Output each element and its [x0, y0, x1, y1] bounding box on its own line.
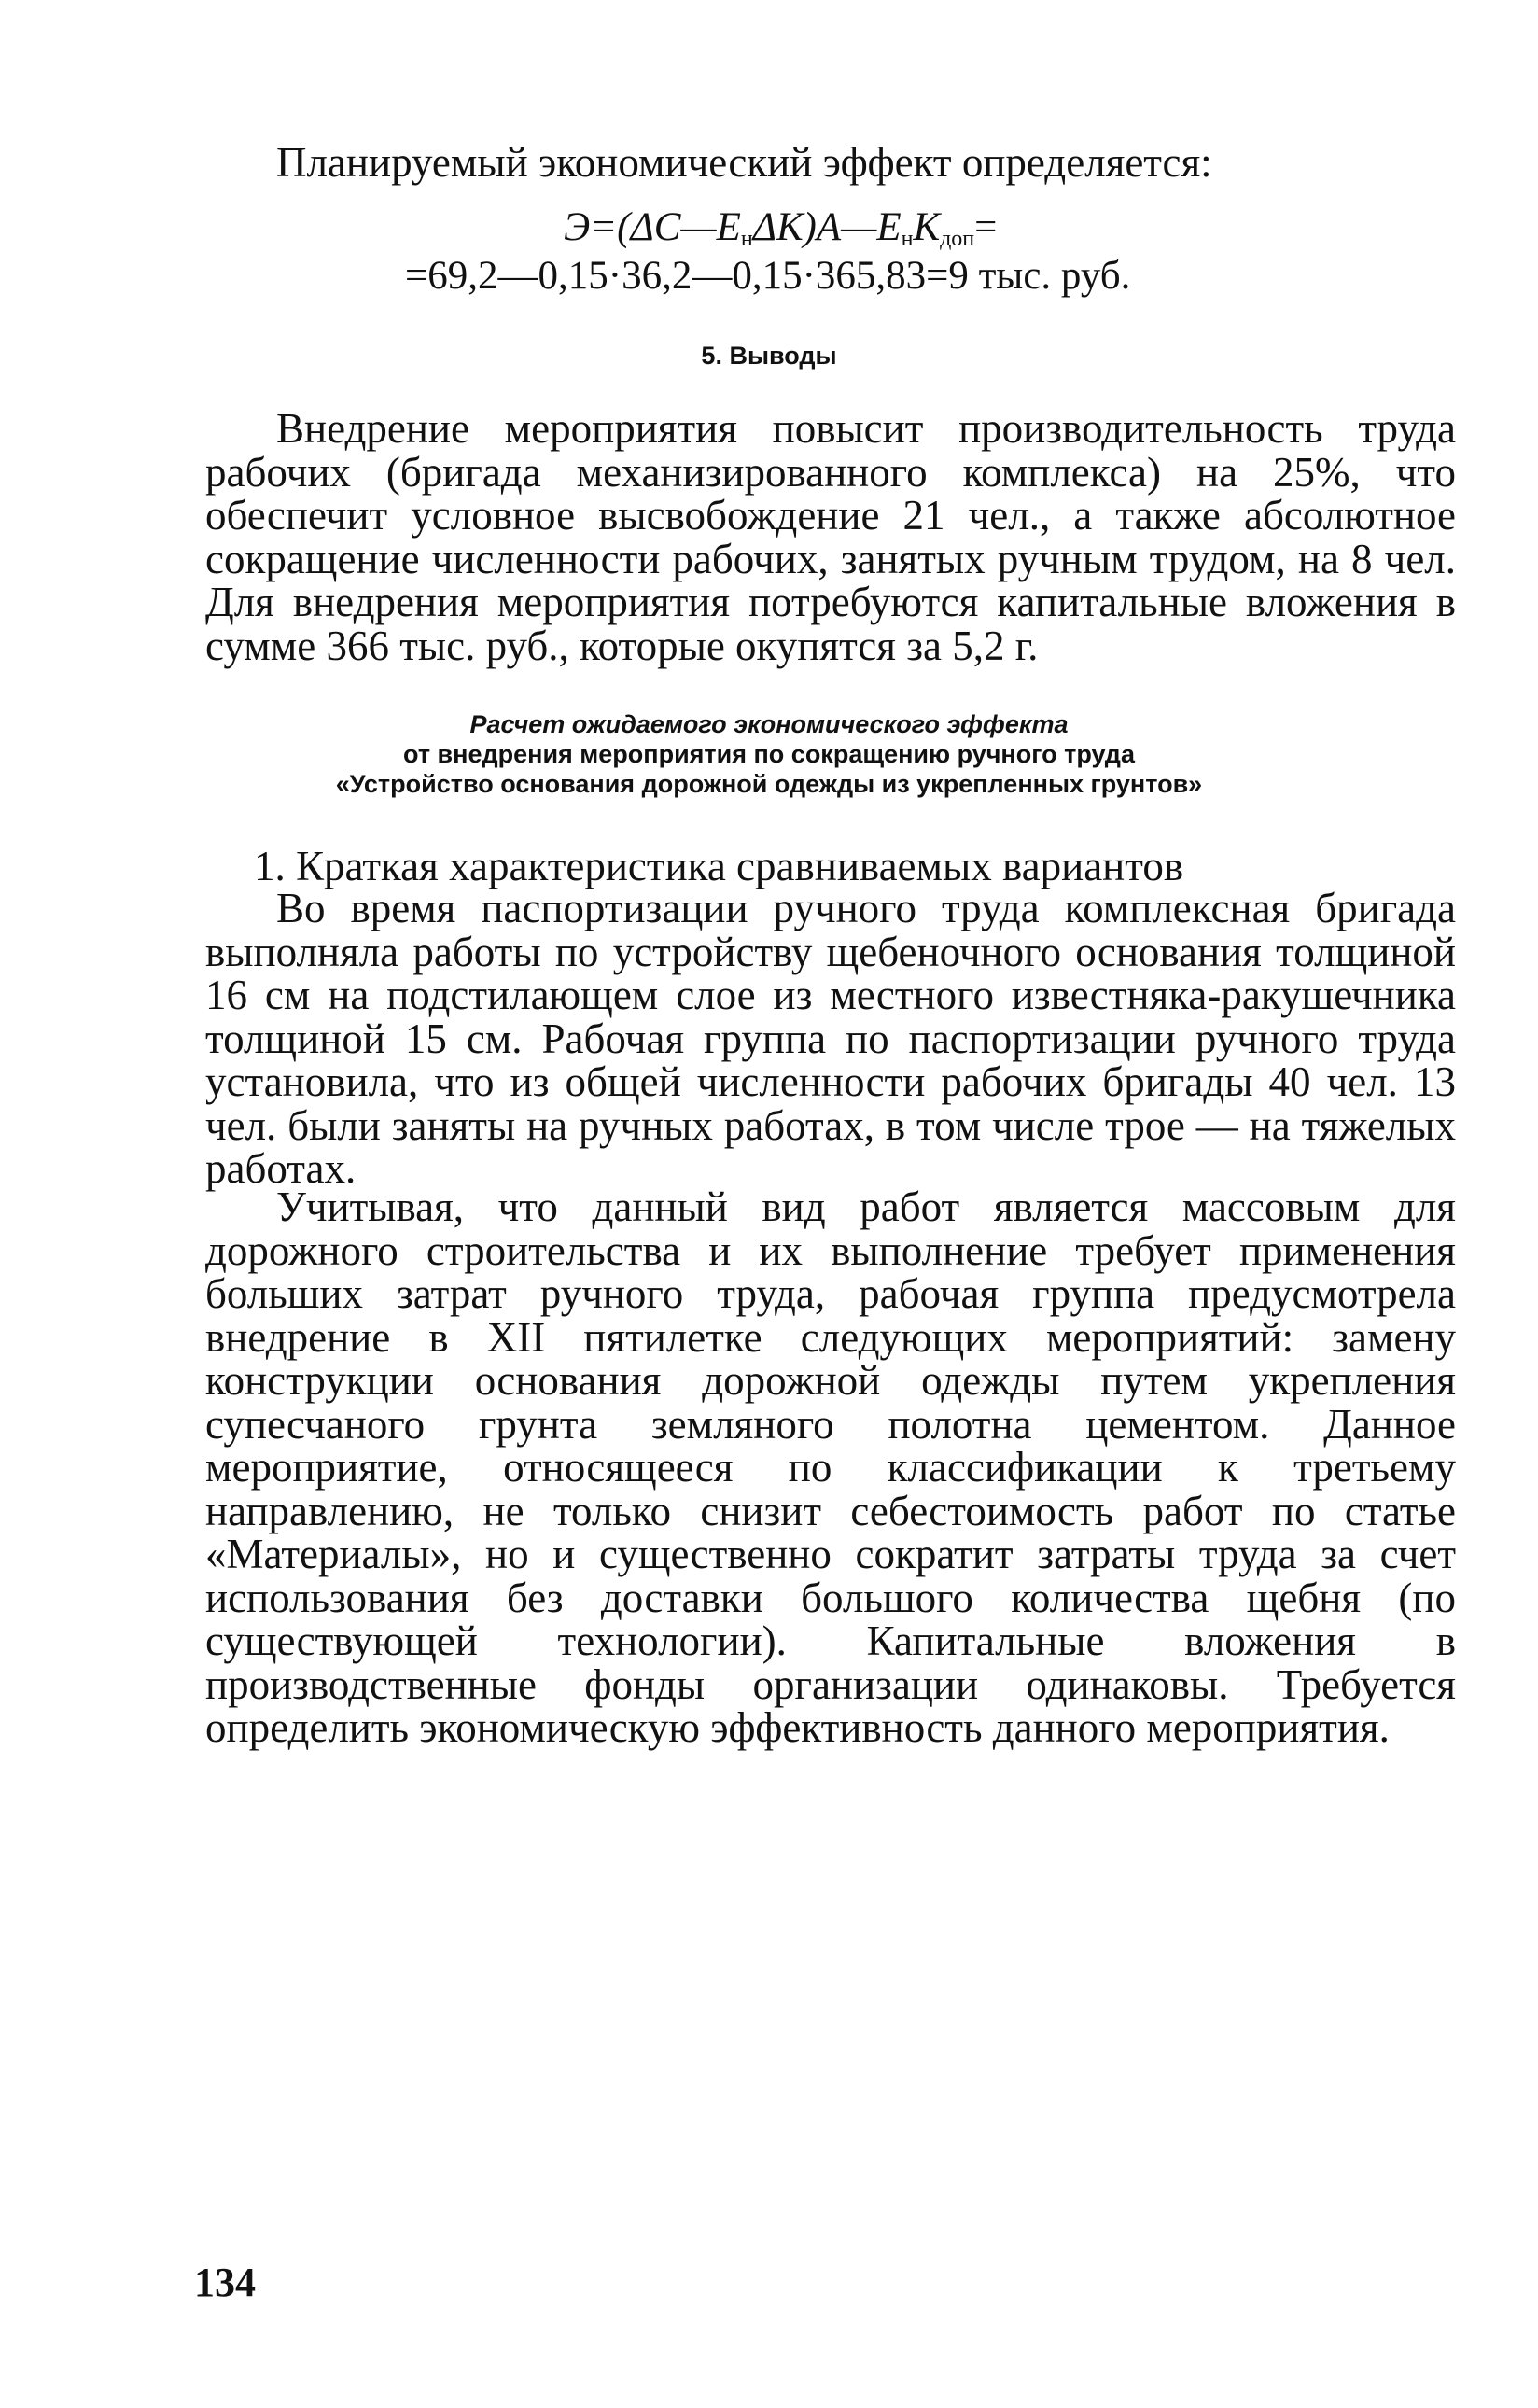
- section-heading: 5. Выводы: [701, 342, 837, 370]
- subsection-heading: 1. Краткая характеристика сравниваемых вариантов: [254, 843, 1184, 889]
- formula-line-2: =69,2—0,15·36,2—0,15·365,83=9 тыс. руб.: [405, 254, 1131, 298]
- formula-part: ΔК)А—Е: [752, 205, 902, 249]
- body-paragraph: Во время паспортизации ручного труда комплексная бригада выполняла работы по устройству щебеночного основания толщиной 16 см на подстилающем слое из местного известняка-ракушечника толщиной 15 см. Рабочая группа по паспортизации ручного труда установила, что из общей численности рабочих бригады 40 чел. 13 чел. были заняты на ручных работах, в том числе трое — на тяжелых работах.: [205, 885, 1456, 1192]
- formula-part: =: [974, 205, 998, 249]
- formula-subscript: н: [740, 227, 753, 251]
- calculation-title: [0, 709, 1538, 799]
- calculation-title-line: от внедрения мероприятия по сокращению ручного труда: [403, 740, 1135, 768]
- formula-subscript: н: [901, 227, 914, 251]
- formula-part: К: [913, 205, 941, 249]
- page-number: 134: [194, 2260, 256, 2305]
- body-paragraph: Учитывая, что данный вид работ является массовым для дорожного строительства и их выполнение требует применения больших затрат ручного труда, рабочая группа предусмотрела внедрение в XII пятилетке следующих мероприятий: замену конструкции основания дорожной одежды путем укрепления супесчаного грунта земляного полотна цементом. Данное мероприятие, относящееся по классификации к третьему направлению, не только снизит себестоимость работ по статье «Материалы», но и существенно сократит затраты труда за счет использования без доставки большого количества щебня (по существующей технологии). Капитальные вложения в производственные фонды организации одинаковы. Требуется определить экономическую эффективность данного мероприятия.: [205, 1183, 1456, 1751]
- formula-part: Э=(ΔС—Е: [564, 205, 741, 249]
- intro-text: Планируемый экономический эффект определяется:: [276, 139, 1212, 186]
- formula-line-1: [564, 205, 997, 250]
- conclusions-paragraph: Внедрение мероприятия повысит производительность труда рабочих (бригада механизированного комплекса) на 25%, что обеспечит условное высвобождение 21 чел., а также абсолютное сокращение численности рабочих, занятых ручным трудом, на 8 чел. Для внедрения мероприятия потребуются капитальные вложения в сумме 366 тыс. руб., которые окупятся за 5,2 г.: [205, 405, 1456, 669]
- calculation-title-line: Расчет ожидаемого экономического эффекта: [469, 710, 1069, 738]
- calculation-title-line: «Устройство основания дорожной одежды из укрепленных грунтов»: [335, 770, 1203, 798]
- formula-subscript: доп: [940, 227, 975, 251]
